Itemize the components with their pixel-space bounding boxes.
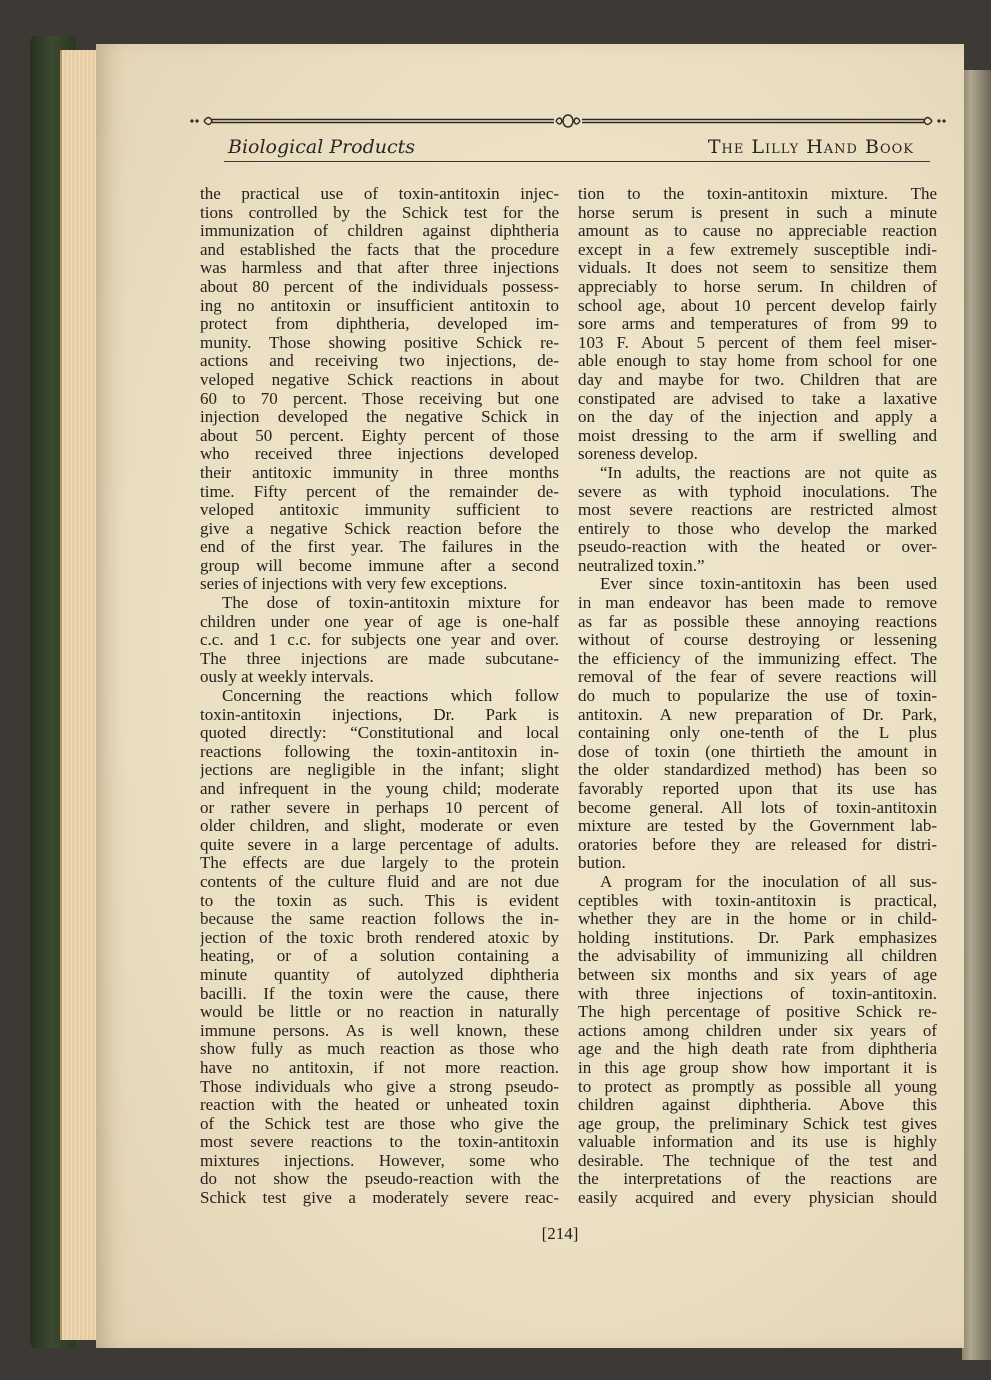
text-line: children against diphtheria. Above this (578, 1096, 937, 1115)
text-line: quite severe in a large percentage of adults. (200, 835, 559, 854)
text-line: except in a few extremely susceptible indi- (578, 240, 937, 259)
text-line: between six months and six years of age (578, 965, 937, 984)
text-line: children under one year of age is one-half (200, 612, 559, 631)
text-line: actions among children under six years of (578, 1021, 937, 1040)
text-line: minute quantity of autolyzed diphtheria (200, 965, 559, 984)
text-line: moist dressing to the arm if swelling and (578, 426, 937, 445)
text-line: The dose of toxin-antitoxin mixture for (222, 594, 559, 613)
text-line: the interpretations of the reactions are (578, 1170, 937, 1189)
text-line: as far as possible these annoying reactions (578, 612, 937, 631)
text-line: about 80 percent of the individuals possess- (200, 277, 559, 296)
text-line: 103 F. About 5 percent of them feel miser- (578, 333, 937, 352)
text-line: antitoxin. A new preparation of Dr. Park, (578, 705, 937, 724)
header-rule (224, 161, 930, 162)
book-cover-right (962, 70, 991, 1360)
text-line: to the toxin as such. This is evident (200, 891, 559, 910)
text-line: the older standardized method) has been so (578, 761, 937, 780)
text-line: horse serum is present in such a minute (578, 203, 937, 222)
text-line: give a negative Schick reaction before the (200, 519, 559, 538)
text-line: their antitoxic immunity in three months (200, 463, 559, 482)
text-line: and established the facts that the procedure (200, 240, 559, 259)
text-line: heating, or of a solution containing a (200, 947, 559, 966)
text-line: entirely to those who develop the marked (578, 519, 937, 538)
text-line: immunization of children against diphtheria (200, 222, 559, 241)
text-line: favorably reported upon that its use has (578, 780, 937, 798)
text-line: The high percentage of positive Schick re- (578, 1003, 937, 1022)
text-line: pseudo-reaction with the heated or over- (578, 538, 937, 557)
text-line: was harmless and that after three injections (200, 259, 559, 278)
text-line: about 50 percent. Eighty percent of those (200, 426, 559, 445)
text-line: bution. (578, 854, 626, 873)
text-line: time. Fifty percent of the remainder de- (200, 482, 559, 501)
running-head-section: Biological Products (228, 136, 416, 158)
running-head-book-title: The Lilly Hand Book (707, 136, 914, 158)
text-line: the practical use of toxin-antitoxin injec- (200, 185, 559, 203)
text-line: neutralized toxin.” (578, 556, 705, 575)
text-line: reaction with the heated or unheated toxin (200, 1096, 559, 1115)
text-line: group will become immune after a second (200, 556, 559, 575)
text-line: reactions following the toxin-antitoxin in- (200, 742, 559, 761)
text-line: 60 to 70 percent. Those receiving but one (200, 389, 559, 408)
text-line: who received three injections developed (200, 445, 559, 464)
text-line: Schick test give a moderately severe reac- (200, 1189, 559, 1208)
text-line: age group, the preliminary Schick test gives (578, 1114, 937, 1133)
text-line: become general. All lots of toxin-antitoxin (578, 798, 937, 817)
text-line: in this age group show how important it is (578, 1058, 937, 1077)
text-line: end of the first year. The failures in the (200, 538, 559, 557)
text-line: would be little or no reaction in naturally (200, 1003, 559, 1022)
text-line: do not show the pseudo-reaction with the (200, 1170, 559, 1189)
page-number: [214] (541, 1224, 579, 1243)
text-line: ing no antitoxin or insufficient antitoxin to (200, 296, 559, 315)
text-line: toxin-antitoxin injections, Dr. Park is (200, 705, 559, 724)
running-head (228, 134, 914, 162)
header-ornament (186, 110, 950, 136)
text-line: show fully as much reaction as those who (200, 1040, 559, 1059)
text-line: able enough to stay home from school for one (578, 352, 937, 371)
paragraph (578, 575, 937, 873)
text-line: jection of the toxic broth rendered atoxic by (200, 928, 559, 947)
paragraph (578, 185, 937, 464)
left-column (200, 185, 559, 1215)
text-line: tion to the toxin-antitoxin mixture. The (578, 185, 937, 203)
paragraph (200, 185, 559, 594)
text-line: constipated are advised to take a laxative (578, 389, 937, 408)
text-line: day and maybe for two. Children that are (578, 370, 937, 389)
text-line: valuable information and its use is highly (578, 1133, 937, 1152)
text-line: of the Schick test are those who give the (200, 1114, 559, 1133)
text-line: “In adults, the reactions are not quite as (600, 463, 937, 482)
text-line: because the same reaction follows the in- (200, 910, 559, 929)
text-line: jections are negligible in the infant; slight (200, 761, 559, 780)
text-line: A program for the inoculation of all sus- (600, 872, 937, 891)
text-line: mixtures injections. However, some who (200, 1151, 559, 1170)
text-line: in man endeavor has been made to remove (578, 594, 937, 613)
text-line: actions and receiving two injections, de- (200, 352, 559, 371)
text-line: ceptibles with toxin-antitoxin is practical, (578, 891, 937, 910)
text-line: holding institutions. Dr. Park emphasizes (578, 928, 937, 947)
text-line: Concerning the reactions which follow (222, 687, 559, 706)
text-line: The effects are due largely to the protein (200, 854, 559, 873)
text-line: veloped antitoxic immunity sufficient to (200, 501, 559, 520)
text-line: munity. Those showing positive Schick re- (200, 333, 559, 352)
text-line: soreness develop. (578, 445, 698, 464)
text-line: most severe reactions are restricted almost (578, 501, 937, 520)
text-line: bacilli. If the toxin were the cause, there (200, 984, 559, 1003)
page-number-value: 214 (547, 1224, 573, 1243)
right-column (578, 185, 937, 1215)
text-line: containing only one-tenth of the L plus (578, 724, 937, 743)
text-line: have no antitoxin, if not more reaction. (200, 1058, 559, 1077)
paragraph (578, 873, 937, 1208)
text-line: do much to popularize the use of toxin- (578, 687, 937, 706)
text-line: on the day of the injection and apply a (578, 408, 937, 427)
text-line: easily acquired and every physician should (578, 1189, 937, 1208)
text-line: age and the high death rate from diphtheria (578, 1040, 937, 1059)
text-line: without of course destroying or lessening (578, 631, 937, 650)
text-line: series of injections with very few exceptions. (200, 575, 508, 594)
text-line: immune persons. As is well known, these (200, 1021, 559, 1040)
text-line: whether they are in the home or in child- (578, 910, 937, 929)
text-line: most severe reactions to the toxin-antitoxin (200, 1133, 559, 1152)
text-line: contents of the culture fluid and are not due (200, 872, 559, 891)
text-line: The three injections are made subcutane- (200, 649, 559, 668)
text-line: removal of the fear of severe reactions will (578, 668, 937, 687)
paragraph (200, 594, 559, 687)
text-line: school age, about 10 percent develop fairly (578, 296, 937, 315)
text-line: with three injections of toxin-antitoxin. (578, 984, 937, 1003)
text-line: desirable. The technique of the test and (578, 1151, 937, 1170)
text-line: ously at weekly intervals. (200, 668, 374, 687)
text-line: veloped negative Schick reactions in about (200, 370, 559, 389)
text-line: c.c. and 1 c.c. for subjects one year and over. (200, 631, 559, 650)
text-line: or rather severe in perhaps 10 percent of (200, 798, 559, 817)
text-line: Those individuals who give a strong pseudo- (200, 1077, 559, 1096)
text-line: mixture are tested by the Government lab- (578, 817, 937, 836)
text-line: Ever since toxin-antitoxin has been used (600, 575, 937, 594)
text-line: tions controlled by the Schick test for the (200, 203, 559, 222)
text-line: oratories before they are released for distri- (578, 835, 937, 854)
text-line: the advisability of immunizing all children (578, 947, 937, 966)
text-line: amount as to cause no appreciable reaction (578, 222, 937, 241)
text-line: dose of toxin (one thirtieth the amount in (578, 742, 937, 761)
text-line: quoted directly: “Constitutional and local (200, 724, 559, 743)
text-line: viduals. It does not seem to sensitize them (578, 259, 937, 278)
text-line: older children, and slight, moderate or even (200, 817, 559, 836)
text-line: sore arms and temperatures of from 99 to (578, 315, 937, 334)
text-line: injection developed the negative Schick in (200, 408, 559, 427)
text-line: severe as with typhoid inoculations. The (578, 482, 937, 501)
paragraph (578, 464, 937, 576)
text-line: to protect as promptly as possible all young (578, 1077, 937, 1096)
text-line: protect from diphtheria, developed im- (200, 315, 559, 334)
text-line: appreciably to horse serum. In children of (578, 277, 937, 296)
text-line: and infrequent in the young child; moderate (200, 780, 559, 798)
paragraph (200, 687, 559, 1208)
text-line: the efficiency of the immunizing effect. The (578, 649, 937, 668)
